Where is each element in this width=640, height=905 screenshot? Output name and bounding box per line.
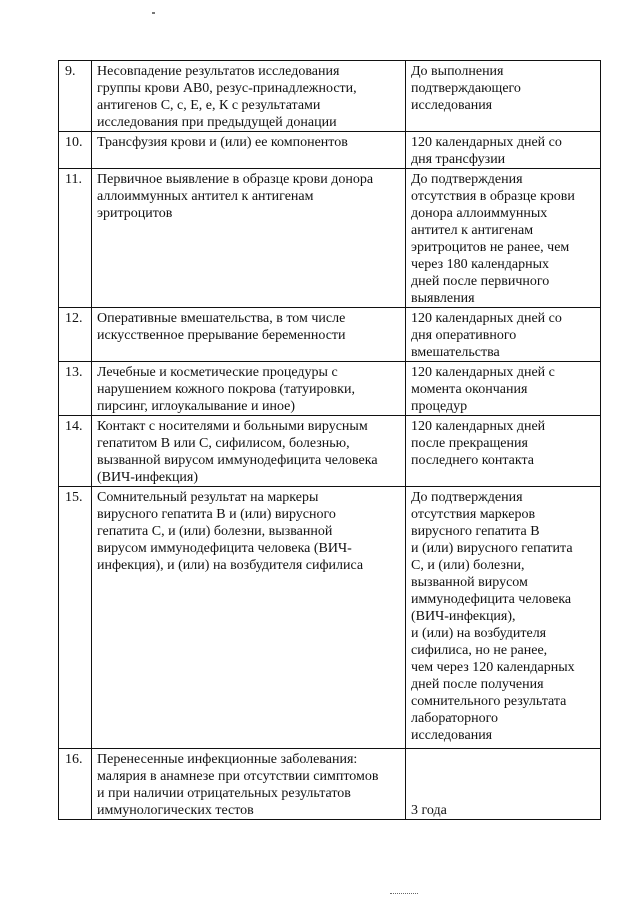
- table-row: [59, 749, 601, 820]
- row-number: 15.: [59, 487, 92, 749]
- deferral-reason: Первичное выявление в образце крови донора аллоиммунных антител к антигенам эритроцитов: [92, 169, 406, 308]
- deferral-term: 120 календарных дней со дня трансфузии: [406, 132, 601, 169]
- deferral-term: 120 календарных дней со дня оперативного вмешательства: [406, 308, 601, 362]
- table-row: [59, 132, 601, 169]
- table-row: [59, 169, 601, 308]
- deferral-term: 120 календарных дней с момента окончания процедур: [406, 362, 601, 416]
- deferral-reason: Перенесенные инфекционные заболевания: малярия в анамнезе при отсутствии симптомов и при наличии отрицательных результатов иммунологических тестов: [92, 749, 406, 820]
- deferral-table: [58, 60, 601, 820]
- deferral-term: До подтверждения отсутствия маркеров вирусного гепатита В и (или) вирусного гепатита С, и (или) болезни, вызванной вирусом иммунодефицита человека (ВИЧ-инфекция), и (или) на возбудителя сифилиса, но не ранее, чем через 120 календарных дней после получения сомнительного результата лабораторного исследования: [406, 487, 601, 749]
- deferral-reason: Оперативные вмешательства, в том числе искусственное прерывание беременности: [92, 308, 406, 362]
- deferral-term: 3 года: [406, 749, 601, 820]
- deferral-reason: Трансфузия крови и (или) ее компонентов: [92, 132, 406, 169]
- deferral-reason: Несовпадение результатов исследования группы крови АВ0, резус-принадлежности, антигенов С, с, Е, е, К с результатами исследования при предыдущей донации: [92, 61, 406, 132]
- row-number: 14.: [59, 416, 92, 487]
- table-row: [59, 308, 601, 362]
- row-number: 9.: [59, 61, 92, 132]
- deferral-reason: Лечебные и косметические процедуры с нарушением кожного покрова (татуировки, пирсинг, иглоукалывание и иное): [92, 362, 406, 416]
- row-number: 10.: [59, 132, 92, 169]
- page-speck: [152, 12, 155, 14]
- table-row: [59, 416, 601, 487]
- deferral-reason: Контакт с носителями и больными вирусным гепатитом В или С, сифилисом, болезнью, вызванной вирусом иммунодефицита человека (ВИЧ-инфекция): [92, 416, 406, 487]
- row-number: 12.: [59, 308, 92, 362]
- row-number: 13.: [59, 362, 92, 416]
- row-number: 11.: [59, 169, 92, 308]
- deferral-term: 120 календарных дней после прекращения последнего контакта: [406, 416, 601, 487]
- table-row: [59, 487, 601, 749]
- page-speck: [390, 893, 418, 895]
- deferral-term: До подтверждения отсутствия в образце крови донора аллоиммунных антител к антигенам эритроцитов не ранее, чем через 180 календарных дней после первичного выявления: [406, 169, 601, 308]
- deferral-term: До выполнения подтверждающего исследования: [406, 61, 601, 132]
- table-row: [59, 61, 601, 132]
- row-number: 16.: [59, 749, 92, 820]
- deferral-reason: Сомнительный результат на маркеры вирусного гепатита В и (или) вирусного гепатита С, и (или) болезни, вызванной вирусом иммунодефицита человека (ВИЧ- инфекция), и (или) на возбудителя сифилиса: [92, 487, 406, 749]
- table-row: [59, 362, 601, 416]
